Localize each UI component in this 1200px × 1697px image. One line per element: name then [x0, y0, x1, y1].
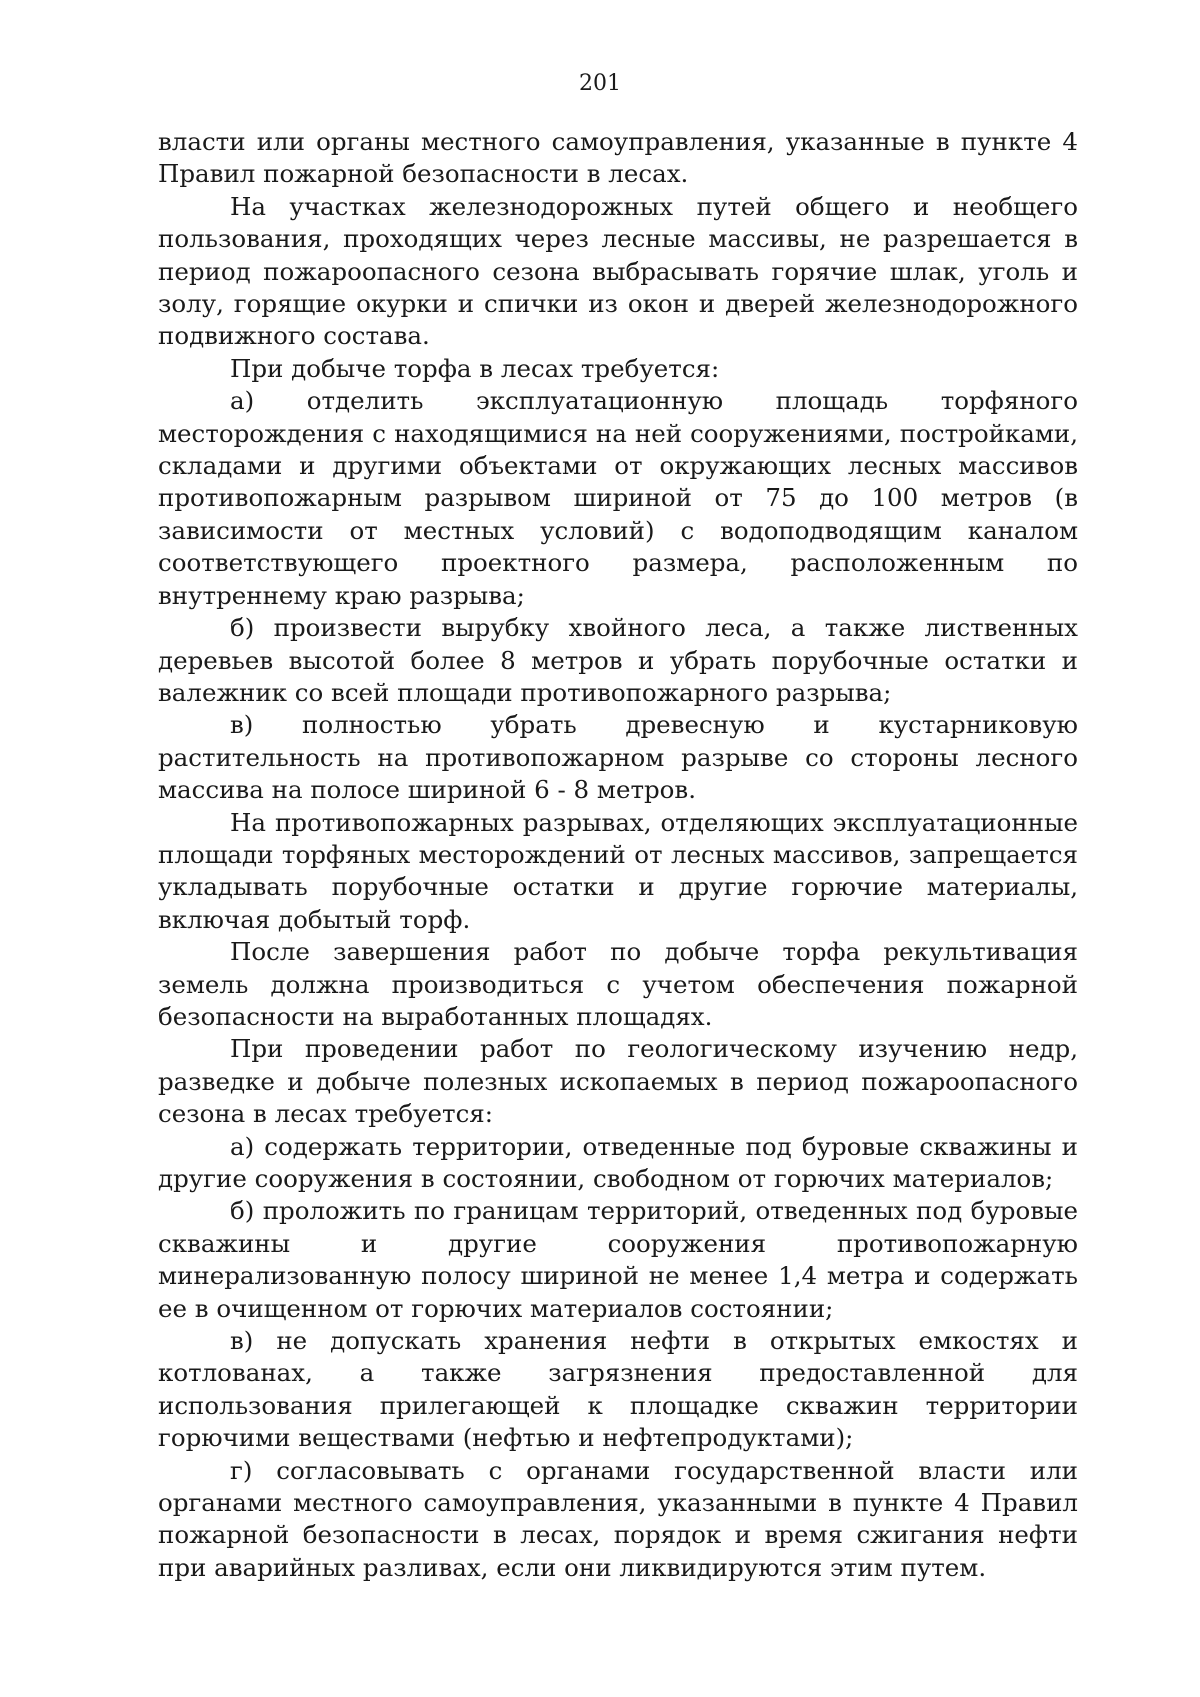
paragraph-railway: На участках железнодорожных путей общего и необщего пользования, проходящих через лесные массивы, не разрешается в период пожароопасного сезона выбрасывать горячие шлак, уголь и золу, горящие окурки и спички из окон и дверей железнодорожного подвижного состава. — [158, 191, 1078, 351]
paragraph-peat-b: б) произвести вырубку хвойного леса, а также лиственных деревьев высотой более 8 метров и убрать порубочные остатки и валежник со всей площади противопожарного разрыва; — [158, 613, 1078, 707]
paragraph-firebreaks: На противопожарных разрывах, отделяющих эксплуатационные площади торфяных месторождений от лесных массивов, запрещается укладывать порубочные остатки и другие горючие материалы, включая добытый торф. — [158, 807, 1078, 934]
page-number: 201 — [579, 71, 621, 96]
paragraph-peat-intro: При добыче торфа в лесах требуется: — [230, 353, 720, 383]
paragraph-peat-a: а) отделить эксплуатационную площадь торфяного месторождения с находящимися на ней сооружениями, постройками, складами и другими объектами от окружающих лесных массивов противопожарным разрывом шириной от 75 до 100 метров (в зависимости от местных условий) с водоподводящим каналом соответствующего проектного размера, расположенным по внутреннему краю разрыва; — [158, 386, 1078, 610]
document-body — [158, 126, 1078, 1584]
paragraph-continuation: власти или органы местного самоуправления, указанные в пункте 4 Правил пожарной безопасности в лесах. — [158, 127, 1078, 189]
paragraph-peat-c: в) полностью убрать древесную и кустарниковую растительность на противопожарном разрыве со стороны лесного массива на полосе шириной 6 - 8 метров. — [158, 710, 1078, 805]
paragraph-geology-c: в) не допускать хранения нефти в открытых емкостях и котлованах, а также загрязнения предоставленной для использования прилегающей к площадке скважин территории горючими веществами (нефтью и нефтепродуктами); — [158, 1326, 1078, 1453]
paragraph-geology-d: г) согласовывать с органами государственной власти или органами местного самоуправления, указанными в пункте 4 Правил пожарной безопасности в лесах, порядок и время сжигания нефти при аварийных разливах, если они ликвидируются этим путем. — [158, 1455, 1078, 1582]
paragraph-geology-a: а) содержать территории, отведенные под буровые скважины и другие сооружения в состоянии, свободном от горючих материалов; — [158, 1131, 1078, 1193]
paragraph-geology-b: б) проложить по границам территорий, отведенных под буровые скважины и другие сооружения противопожарную минерализованную полосу шириной не менее 1,4 метра и содержать ее в очищенном от горючих материалов состоянии; — [158, 1196, 1078, 1323]
paragraph-geology-intro: При проведении работ по геологическому изучению недр, разведке и добыче полезных ископаемых в период пожароопасного сезона в лесах требуется: — [158, 1034, 1078, 1129]
paragraph-reclamation: После завершения работ по добыче торфа рекультивация земель должна производиться с учетом обеспечения пожарной безопасности на выработанных площадях. — [158, 937, 1078, 1031]
